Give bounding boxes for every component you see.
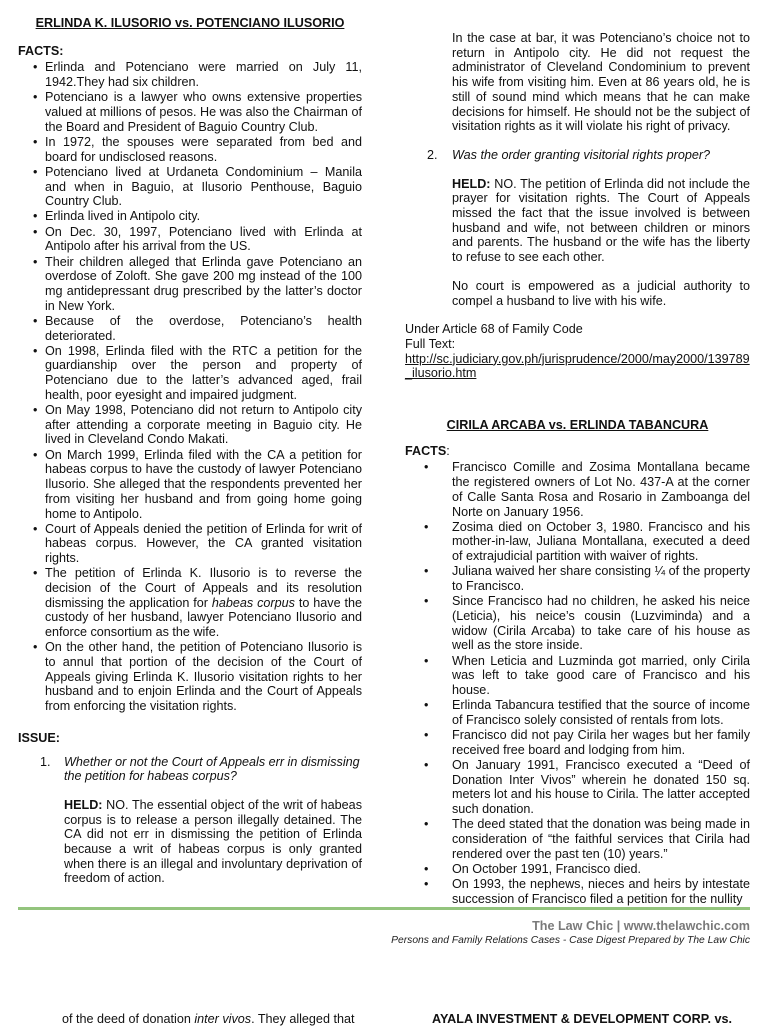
- held-paragraph: [452, 177, 750, 265]
- fact-item: • Francisco did not pay Cirila her wages but her family received free board and lodging from him.: [405, 728, 750, 757]
- issue-question: Was the order granting visitorial rights proper?: [452, 147, 711, 162]
- fact-item: • Since Francisco had no children, he asked his neice (Leticia), his neice’s cousin (Luzviminda) and a widow (Cirila Arcaba) to take care of his house as well as the store inside.: [405, 594, 750, 653]
- footer-brand: The Law Chic | www.thelawchic.com: [532, 919, 750, 933]
- case-title: ERLINDA K. ILUSORIO vs. POTENCIANO ILUSORIO: [35, 16, 345, 30]
- fact-text-emphasis: habeas corpus: [211, 595, 295, 610]
- issue-item: [405, 148, 750, 308]
- fact-item: • Zosima died on October 3, 1980. Francisco and his mother-in-law, Juliana Montallana, executed a deed of extrajudicial partition with waiver of rights.: [405, 520, 750, 564]
- footer-divider: [18, 907, 750, 910]
- held-label: HELD:: [452, 176, 491, 191]
- next-page-text-post: . They alleged that: [251, 1012, 355, 1026]
- fact-item: • Erlinda Tabancura testified that the source of income of Francisco solely consisted of rentals from lots.: [405, 698, 750, 727]
- issue-heading: ISSUE:: [18, 730, 60, 745]
- article-reference: Under Article 68 of Family Code: [405, 322, 583, 337]
- full-text-link[interactable]: http://sc.judiciary.gov.ph/jurisprudence/2000/may2000/139789_ilusorio.htm: [405, 351, 750, 381]
- held-continuation: [405, 31, 750, 134]
- fact-item: [18, 566, 362, 640]
- issue-item: [18, 755, 362, 887]
- fact-item: • On March 1999, Erlinda filed with the CA a petition for habeas corpus to have the custody of lawyer Potenciano Ilusorio. She alleged that the respondents prevented her from visiting her husband and from going home going home to Antipolo.: [18, 448, 362, 522]
- held-continuation-text: In the case at bar, it was Potenciano’s choice not to return in Antipolo city. He did not request the administrator of Cleveland Condominium to prevent his wife from visiting him. Even at 86 years old, he is still of sound mind which means that he can make decisions for himself. He should not be the subject of visitation rights as it will violate his right of privacy.: [452, 31, 750, 134]
- fact-item: • In 1972, the spouses were separated from bed and board for undisclosed reasons.: [18, 135, 362, 164]
- next-case-title: AYALA INVESTMENT & DEVELOPMENT CORP. vs.: [432, 1012, 732, 1026]
- fact-item: • On October 1991, Francisco died.: [405, 862, 750, 877]
- held-text: NO. The petition of Erlinda did not include the prayer for visitation rights. The Court of Appeals missed the fact that the issue involved is between husband and wife, not between children or minors and parents. The husband or the wife has the liberty to refuse to see each other.: [452, 176, 750, 265]
- fact-item: • Juliana waived her share consisting ¼ of the property to Francisco.: [405, 564, 750, 593]
- next-page-text-pre: of the deed of donation: [62, 1012, 195, 1026]
- facts-list: [18, 60, 362, 713]
- footer-subtitle: Persons and Family Relations Cases - Case Digest Prepared by The Law Chic: [391, 935, 750, 946]
- fact-item: • Because of the overdose, Potenciano’s health deteriorated.: [18, 314, 362, 343]
- fact-item: • The deed stated that the donation was being made in consideration of “the faithful services that Cirila had rendered over the past ten (10) years.”: [405, 817, 750, 861]
- fact-item: • Their children alleged that Erlinda gave Potenciano an overdose of Zoloft. She gave 200 mg instead of the 100 mg antidepressant drug prescribed by the latter’s doctor in New York.: [18, 255, 362, 314]
- next-page-text: [62, 1012, 354, 1027]
- next-page-text-em: inter vivos: [194, 1012, 252, 1026]
- fact-item: • On Dec. 30, 1997, Potenciano lived with Erlinda at Antipolo after his arrival from the US.: [18, 225, 362, 254]
- fact-item: • Court of Appeals denied the petition of Erlinda for writ of habeas corpus. However, the CA granted visitation rights.: [18, 522, 362, 566]
- full-text-label: Full Text:: [405, 336, 456, 351]
- right-column: [405, 0, 750, 924]
- held-paragraph-2: No court is empowered as a judicial authority to compel a husband to live with his wife.: [452, 278, 750, 308]
- case-title: CIRILA ARCABA vs. ERLINDA TABANCURA: [446, 418, 709, 433]
- held-label: HELD:: [64, 797, 103, 812]
- held-text: NO. The essential object of the writ of habeas corpus is to release a person illegally detained. The CA did not err in dismissing the petition of Erlinda because a writ of habeas corpus is only granted when there is an illegal and involuntary deprivation of freedom of action.: [64, 797, 362, 886]
- fact-item: • On 1993, the nephews, nieces and heirs by intestate succession of Francisco filed a petition for the nullity: [405, 877, 750, 906]
- left-column: [18, 0, 362, 886]
- fact-item: • On May 1998, Potenciano did not return to Antipolo city after attending a corporate meeting in Baguio city. He lived in Cleveland Condo Makati.: [18, 403, 362, 447]
- fact-item: • Erlinda lived in Antipolo city.: [18, 209, 362, 224]
- fact-item: • Potenciano is a lawyer who owns extensive properties valued at millions of pesos. He was also the Chairman of the Board and President of Baguio Country Club.: [18, 90, 362, 134]
- fact-item: • Erlinda and Potenciano were married on July 11, 1942.They had six children.: [18, 60, 362, 89]
- facts-list: [405, 460, 750, 906]
- held-paragraph: [64, 798, 362, 886]
- facts-heading-label: FACTS: [405, 443, 447, 458]
- fact-item: • On the other hand, the petition of Potenciano Ilusorio is to annul that portion of the decision of the Court of Appeals giving Erlinda K. Ilusorio visitation rights to her husband and to enjoin Erlinda and the Court of Appeals from enforcing the visitation rights.: [18, 640, 362, 714]
- fact-item: • Francisco Comille and Zosima Montallana became the registered owners of Lot No. 437-A at the corner of Calle Santa Rosa and Rosario in Zamboanga del Norte on January 1956.: [405, 460, 750, 519]
- facts-heading-colon: :: [446, 443, 450, 458]
- fact-item: • On January 1991, Francisco executed a “Deed of Donation Inter Vivos” wherein he donated 150 sq. meters lot and his house to Cirila. The latter accepted such donation.: [405, 758, 750, 817]
- issue-number: 2.: [427, 147, 438, 162]
- fact-item: • On 1998, Erlinda filed with the RTC a petition for the guardianship over the person and property of Potenciano due to the latter’s advanced aged, frail health, poor eyesight and impaired judgment.: [18, 344, 362, 403]
- fact-item: • When Leticia and Luzminda got married, only Cirila was left to take good care of Francisco and his house.: [405, 654, 750, 698]
- facts-heading: [405, 444, 750, 459]
- fact-item: • Potenciano lived at Urdaneta Condominium – Manila and when in Baguio, at Ilusorio Penthouse, Baguio Country Club.: [18, 165, 362, 209]
- fact-text: The petition of Erlinda K. Ilusorio is to reverse the decision of the Court of Appeals and its resolution dismissing the application for: [45, 566, 362, 610]
- issue-question: Whether or not the Court of Appeals err in dismissing the petition for habeas corpus?: [64, 754, 360, 784]
- fact-text: to have the custody of her husband, lawyer Potenciano Ilusorio and enforce consortium as the wife.: [45, 595, 362, 640]
- facts-heading: FACTS:: [18, 43, 64, 58]
- issue-number: 1.: [40, 754, 51, 769]
